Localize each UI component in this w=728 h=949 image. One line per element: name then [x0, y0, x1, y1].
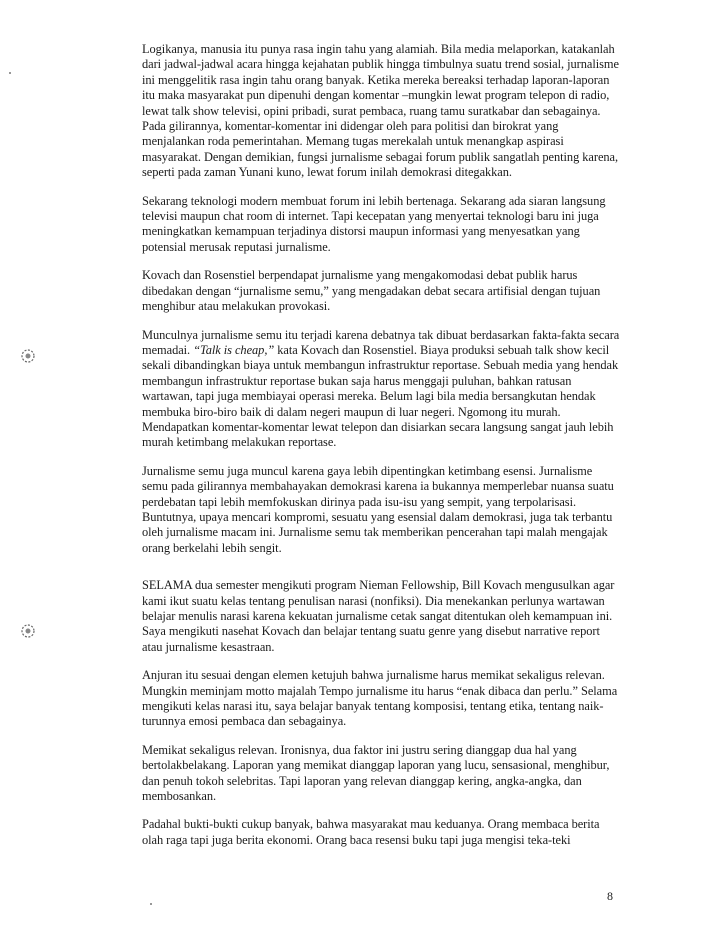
paragraph-talk-is-cheap-lead: Munculnya jurnalisme semu itu terjadi karena debatnya tak dibuat berdasarkan fakta-fakta secara memadai. — [142, 327, 620, 357]
scan-speck — [150, 903, 152, 905]
paragraph-seventh-element: Anjuran itu sesuai dengan elemen ketujuh bahwa jurnalisme harus memikat sekaligus relevan. Mungkin meminjam motto majalah Tempo jurnalisme itu harus “enak dibaca dan perlu.” Selama mengikuti kelas narasi itu, saya belajar banyak tentang komposisi, tentang etika, tentang naik-turunnya emosi pembaca dan sebagainya. — [142, 668, 618, 729]
talk-is-cheap-quote: “Talk is cheap,” — [193, 342, 275, 357]
paragraph-style-over-essence: Jurnalisme semu juga muncul karena gaya lebih dipentingkan ketimbang esensi. Jurnalisme semu pada gilirannya membahayakan demokrasi karena ia bukannya memperlebar nuansa suatu perdebatan tapi lebih memfokuskan dirinya pada isu-isu yang sempit, yang terpolarisasi. Buntutnya, upaya mencari kompromi, sesuatu yang esensial dalam demokrasi, juga tak terbantu oleh jurnalisme macam ini. Jurnalisme semu tak memberikan pencerahan tapi malah mengajak orang berkelahi lebih sengit. — [142, 463, 614, 555]
paragraph-engaging-relevant: Memikat sekaligus relevan. Ironisnya, dua faktor ini justru sering dianggap dua hal yang bertolakbelakang. Laporan yang memikat dianggap laporan yang lucu, sensasional, menghibur, dan penuh tokoh selebritas. Tapi laporan yang relevan dianggap kering, angka-angka, dan membosankan. — [142, 742, 610, 804]
paragraph-nieman-fellowship: SELAMA dua semester mengikuti program Nieman Fellowship, Bill Kovach mengusulkan agar kami ikut suatu kelas tentang penulisan narasi (nonfiksi). Dia menekankan perlunya wartawan belajar menulis narasi karena kekuatan jurnalisme cetak sangat ditentukan oleh kemampuan ini. Saya mengikuti nasehat Kovach dan belajar tentang suatu genre yang disebut narrative report atau jurnalisme kesastraan. — [142, 578, 615, 654]
paragraph-talk-is-cheap — [142, 328, 620, 451]
binder-hole-mark — [20, 622, 36, 640]
scan-speck — [9, 72, 11, 74]
paragraph-pseudo-journalism: Kovach dan Rosenstiel berpendapat jurnalisme yang mengakomodasi debat publik harus dibedakan dengan “jurnalisme semu,” yang mengadakan debat secara artifisial dengan tujuan menghibur atau melakukan provokasi. — [142, 268, 601, 314]
paragraph-public-forum: Logikanya, manusia itu punya rasa ingin tahu yang alamiah. Bila media melaporkan, katakanlah dari jadwal-jadwal acara hingga kejahatan publik hingga timbulnya suatu trend sosial, jurnalisme ini menggelitik rasa ingin tahu orang banyak. Ketika mereka bereaksi terhadap laporan-laporan itu maka masyarakat pun dipenuhi dengan komentar –mungkin lewat program telepon di radio, lewat talk show televisi, opini pribadi, surat pembaca, ruang tamu suratkabar dan sebagainya. Pada gilirannya, komentar-komentar ini didengar oleh para politisi dan birokrat yang menjalankan roda pemerintahan. Memang tugas merekalah untuk menangkap aspirasi masyarakat. Dengan demikian, fungsi jurnalisme sebagai forum publik sangatlah penting karena, seperti pada zaman Yunani kuno, lewat forum inilah demokrasi ditegakkan. — [142, 42, 619, 180]
paragraph-modern-technology: Sekarang teknologi modern membuat forum ini lebih bertenaga. Sekarang ada siaran langsung televisi maupun chat room di internet. Tapi kecepatan yang menyertai teknologi baru ini juga meningkatkan kemampuan terjadinya distorsi maupun informasi yang menyesatkan yang potensial merusak reputasi jurnalisme. — [142, 193, 606, 254]
paragraph-talk-is-cheap-rest: kata Kovach dan Rosenstiel. Biaya produksi sebuah talk show kecil sekali dibandingkan biaya untuk membangun infrastruktur reportase. Sebuah media yang hendak membangun infrastruktur reportase bukan saja harus menggaji puluhan, bahkan ratusan wartawan, tapi juga membiayai operasi mereka. Belum lagi bila media bersangkutan hendak membuka biro-biro baik di dalam negeri maupun di luar negeri. Ngomong itu murah. Mendapatkan komentar-komentar lewat telepon dan disiarkan secara langsung sangat jauh lebih murah ketimbang melakukan reportase. — [142, 342, 619, 450]
page-number: 8 — [607, 889, 613, 903]
body-text — [142, 42, 620, 861]
paragraph-readers-want-both: Padahal bukti-bukti cukup banyak, bahwa masyarakat mau keduanya. Orang membaca berita olah raga tapi juga berita ekonomi. Orang baca resensi buku tapi juga mengisi teka-teki — [142, 817, 600, 847]
binder-hole-mark — [20, 347, 36, 365]
